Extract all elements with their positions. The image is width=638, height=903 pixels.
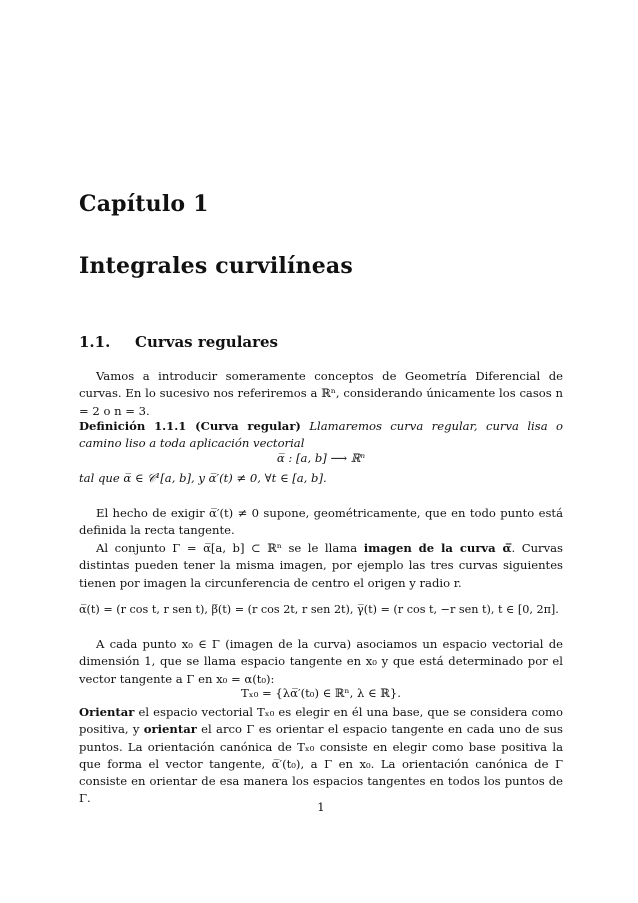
- intro-text: Vamos a introducir someramente conceptos de Geometría Diferencial de curvas. En lo sucesivo nos referiremos a ℝⁿ, considerando únicamente los casos n = 2 o n = 3.: [79, 369, 563, 418]
- tangent-space-formula: Tₓ₀ = {λα̅′(t₀) ∈ ℝⁿ, λ ∈ ℝ}.: [241, 686, 401, 700]
- paragraph-image-bold: imagen de la curva α̅: [363, 541, 512, 555]
- paragraph-image: [79, 540, 563, 592]
- page-number: 1: [317, 800, 325, 814]
- paragraph-tangent: [79, 636, 563, 688]
- definition-block: [79, 418, 563, 453]
- orientation-bold-2: orientar: [143, 722, 197, 737]
- definition-formula: α̅ : [a, b] ⟶ ℝⁿ: [276, 451, 366, 465]
- definition-body: Llamaremos curva regular, curva lisa o camino liso a toda aplicación vectorial: [79, 419, 564, 451]
- chapter-heading: Capítulo 1: [79, 191, 209, 217]
- orientation-bold-1: Orientar: [79, 705, 135, 719]
- paragraph-regularity-text: El hecho de exigir α̅′(t) ≠ 0 supone, geométricamente, que en todo punto está definida la recta tangente.: [79, 506, 563, 538]
- intro-paragraph: [79, 368, 563, 420]
- paragraph-orientation: [79, 704, 563, 808]
- paragraph-image-text-a: Al conjunto Γ = α̅[a, b] ⊂ ℝⁿ se le llama: [96, 541, 364, 555]
- orientation-text-a: el espacio vectorial Tₓ₀ es elegir en él una base, que se considera como positiva, y: [79, 705, 563, 737]
- paragraph-tangent-text: A cada punto x₀ ∈ Γ (imagen de la curva) asociamos un espacio vectorial de dimensión 1, que se llama espacio tangente en x₀ y que está determinado por el vector tangente a Γ en x₀ = α(t₀):: [79, 637, 563, 686]
- definition-heading: Definición 1.1.1 (Curva regular): [79, 419, 301, 433]
- paragraph-image-text-b: . Curvas distintas pueden tener la misma imagen, por ejemplo las tres curvas siguientes tienen por imagen la circunferencia de centro el origen y radio r.: [79, 541, 563, 590]
- paragraph-regularity: [79, 505, 563, 540]
- definition-condition: tal que α̅ ∈ 𝒞¹[a, b], y α̅′(t) ≠ 0, ∀t ∈ [a, b].: [79, 471, 327, 485]
- orientation-text-b: el arco Γ es orientar el espacio tangente en cada uno de sus puntos. La orientación canónica de Tₓ₀ consiste en elegir como base positiva la que forma el vector tangente, α̅′(t₀), a Γ en x₀. La orientación canónica de Γ consiste en orientar de esa manera los espacios tangentes en todos los puntos de Γ.: [79, 722, 564, 806]
- section-title: Curvas regulares: [135, 333, 278, 351]
- section-number: 1.1.: [79, 333, 111, 351]
- chapter-title: Integrales curvilíneas: [79, 253, 353, 279]
- example-curves: α̅(t) = (r cos t, r sen t), β̅(t) = (r cos 2t, r sen 2t), γ̅(t) = (r cos t, −r sen t), t ∈ [0, 2π].: [79, 603, 559, 616]
- section-heading: [79, 333, 278, 351]
